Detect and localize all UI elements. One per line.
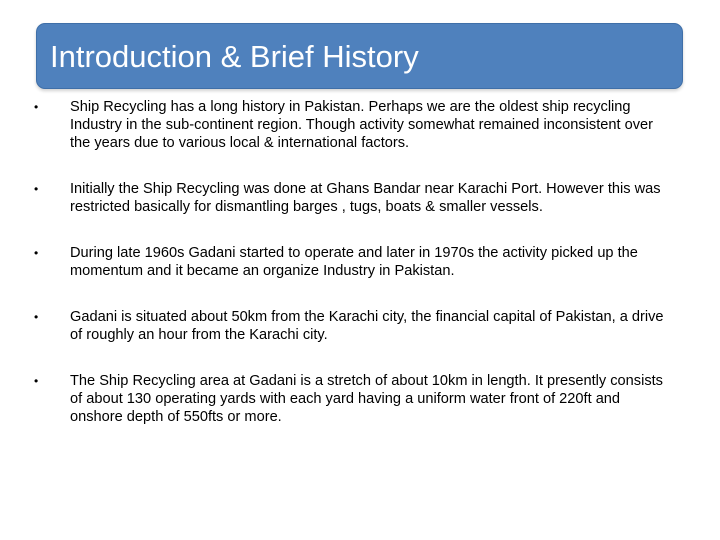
bullet-text-2: Initially the Ship Recycling was done at Ghans Bandar near Karachi Port. However this was restricted basically for dismantling barges , tugs, boats & smaller vessels. xyxy=(70,181,661,215)
bullet-dot-icon: • xyxy=(34,182,39,196)
bullet-text-1: Ship Recycling has a long history in Pakistan. Perhaps we are the oldest ship recycling Industry in the sub-continent region. Though activity somewhat remained inconsistent over the years due to various local & international factors. xyxy=(70,99,653,151)
bullet-dot-icon: • xyxy=(34,310,39,324)
bullet-item-2 xyxy=(34,180,674,216)
bullet-item-5 xyxy=(34,372,674,426)
slide-title: Introduction & Brief History xyxy=(50,39,419,74)
bullet-item-4 xyxy=(34,308,674,344)
bullet-text-4: Gadani is situated about 50km from the Karachi city, the financial capital of Pakistan, a drive of roughly an hour from the Karachi city. xyxy=(70,309,664,343)
bullet-text-5: The Ship Recycling area at Gadani is a stretch of about 10km in length. It presently consists of about 130 operating yards with each yard having a uniform water front of 220ft and onshore depth of 550fts or more. xyxy=(70,373,663,425)
title-bar xyxy=(36,23,683,89)
bullet-dot-icon: • xyxy=(34,374,39,388)
bullet-item-1 xyxy=(34,98,674,152)
bullet-list xyxy=(34,98,674,454)
bullet-item-3 xyxy=(34,244,674,280)
bullet-dot-icon: • xyxy=(34,246,39,260)
bullet-text-3: During late 1960s Gadani started to operate and later in 1970s the activity picked up the momentum and it became an organize Industry in Pakistan. xyxy=(70,245,638,279)
bullet-dot-icon: • xyxy=(34,100,39,114)
